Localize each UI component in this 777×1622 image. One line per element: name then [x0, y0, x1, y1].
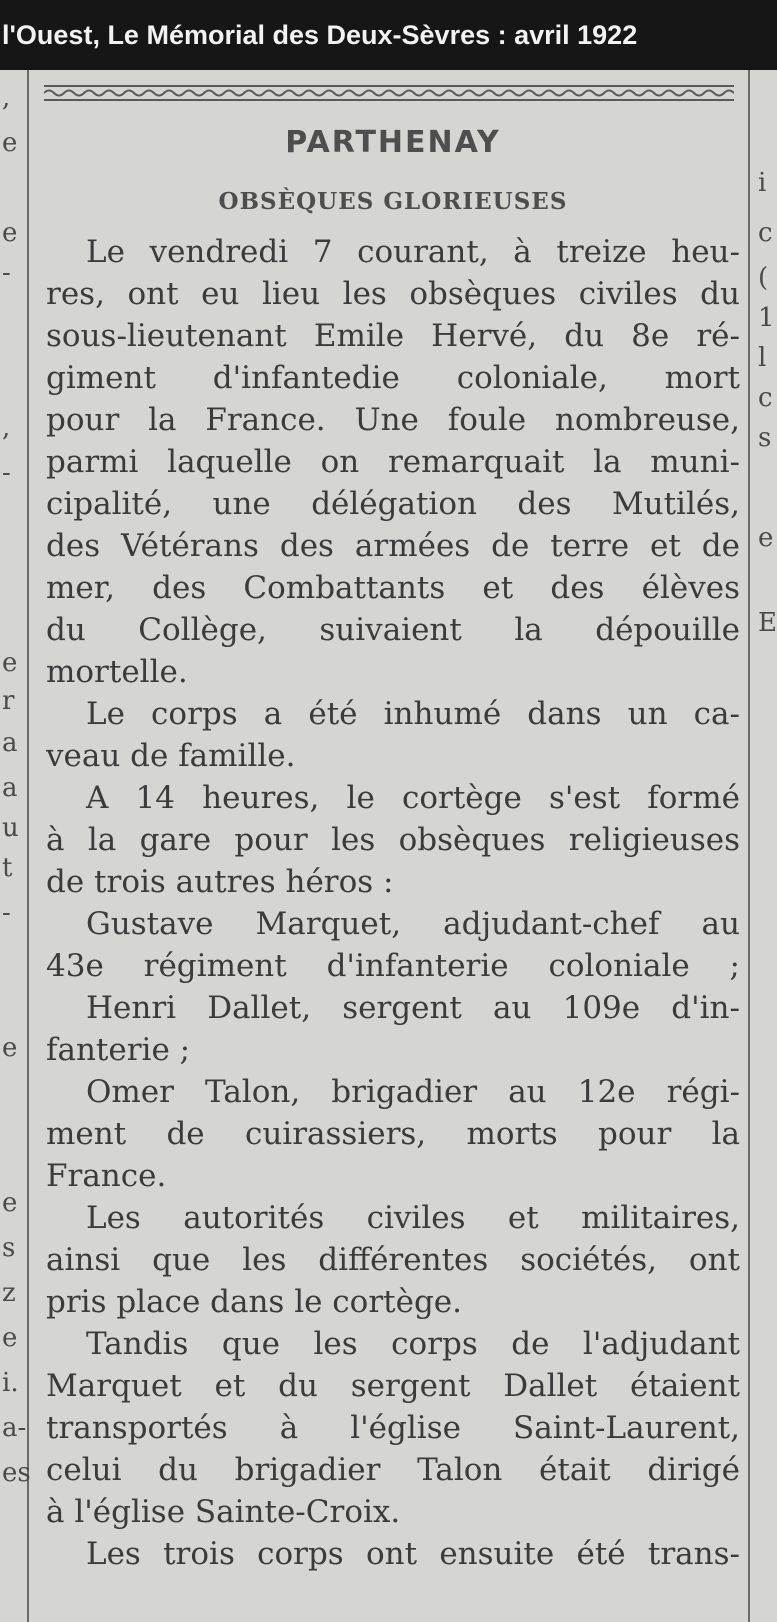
right-margin-fragment: l: [758, 343, 767, 373]
left-margin-fragment: -: [2, 898, 11, 928]
document-title: l'Ouest, Le Mémorial des Deux-Sèvres : avril 1922: [2, 20, 638, 50]
article-line: Tandis que les corps de l'adjudant: [86, 1326, 740, 1362]
left-margin-fragment: e: [2, 1188, 18, 1218]
left-margin-fragment: a: [2, 773, 18, 803]
right-margin-fragment: 1: [758, 303, 775, 333]
article-line: Gustave Marquet, adjudant-chef au: [86, 906, 740, 942]
article-line: Le vendredi 7 courant, à treize heu-: [86, 234, 740, 270]
left-margin-fragment: -: [2, 458, 11, 488]
article-line: mortelle.: [46, 654, 188, 690]
left-margin-fragment: z: [2, 1278, 16, 1308]
left-margin-fragment: a-: [2, 1413, 27, 1443]
article-line: sous-lieutenant Emile Hervé, du 8e ré-: [46, 318, 740, 354]
newspaper-scan[interactable]: [0, 70, 777, 1622]
article-heading: PARTHENAY: [285, 125, 501, 160]
column-rule-left: [27, 70, 29, 1622]
left-margin-fragment: e: [2, 218, 18, 248]
left-margin-fragment: e: [2, 1323, 18, 1353]
left-margin-fragment: r: [2, 686, 15, 716]
article-line: des Vétérans des armées de terre et de: [46, 528, 740, 564]
article-line: fanterie ;: [46, 1032, 191, 1068]
left-margin-fragment: e: [2, 648, 18, 678]
right-margin-fragment: (: [758, 263, 769, 293]
article-line: à l'église Sainte-Croix.: [46, 1494, 401, 1530]
left-margin-fragment: s: [2, 1233, 16, 1263]
right-margin-fragment: i: [758, 168, 767, 198]
article-line: Le corps a été inhumé dans un ca-: [86, 696, 740, 732]
left-margin-fragment: es: [2, 1458, 31, 1488]
document-title-bar: [0, 0, 777, 70]
article-line: à la gare pour les obsèques religieuses: [46, 822, 740, 858]
article-line: veau de famille.: [46, 738, 296, 774]
left-margin-fragment: e: [2, 128, 18, 158]
left-margin-fragment: t: [2, 853, 13, 883]
article-line: de trois autres héros :: [46, 864, 394, 900]
left-margin-fragment: -: [2, 258, 11, 288]
article-line: parmi laquelle on remarquait la muni-: [46, 444, 740, 480]
left-margin-fragment: a: [2, 728, 18, 758]
article-line: ainsi que les différentes sociétés, ont: [46, 1242, 740, 1278]
article-line: transportés à l'église Saint-Laurent,: [46, 1410, 740, 1446]
article-line: res, ont eu lieu les obsèques civiles du: [46, 276, 740, 312]
article-line: giment d'infantedie coloniale, mort: [46, 360, 740, 396]
article-line: Marquet et du sergent Dallet étaient: [46, 1368, 740, 1404]
article-line: du Collège, suivaient la dépouille: [46, 612, 740, 648]
decorative-rule-ornament: [44, 84, 734, 102]
article-line: France.: [46, 1158, 167, 1194]
right-margin-fragment: E: [758, 608, 777, 638]
article-subheading: OBSÈQUES GLORIEUSES: [218, 188, 568, 215]
article-line: Omer Talon, brigadier au 12e régi-: [86, 1074, 740, 1110]
left-margin-fragment: u: [2, 813, 19, 843]
article-line: Les autorités civiles et militaires,: [86, 1200, 740, 1236]
left-margin-fragment: i.: [2, 1368, 19, 1398]
article-line: pour la France. Une foule nombreuse,: [46, 402, 740, 438]
article-line: 43e régiment d'infanterie coloniale ;: [46, 948, 740, 984]
article-line: Les trois corps ont ensuite été trans-: [86, 1536, 740, 1572]
article-line: cipalité, une délégation des Mutilés,: [46, 486, 740, 522]
right-margin-fragment: e: [758, 523, 774, 553]
left-margin-fragment: ,: [2, 413, 11, 443]
article-line: A 14 heures, le cortège s'est formé: [86, 780, 740, 816]
column-rule-right: [748, 70, 750, 1622]
left-margin-fragment: ,: [2, 83, 11, 113]
right-margin-fragment: c: [758, 218, 773, 248]
left-margin-fragment: e: [2, 1033, 18, 1063]
article-line: Henri Dallet, sergent au 109e d'in-: [86, 990, 740, 1026]
article-line: ment de cuirassiers, morts pour la: [46, 1116, 740, 1152]
article-line: celui du brigadier Talon était dirigé: [46, 1452, 740, 1488]
article-line: mer, des Combattants et des élèves: [46, 570, 740, 606]
right-margin-fragment: s: [758, 423, 772, 453]
article-line: pris place dans le cortège.: [46, 1284, 463, 1320]
right-margin-fragment: c: [758, 383, 773, 413]
